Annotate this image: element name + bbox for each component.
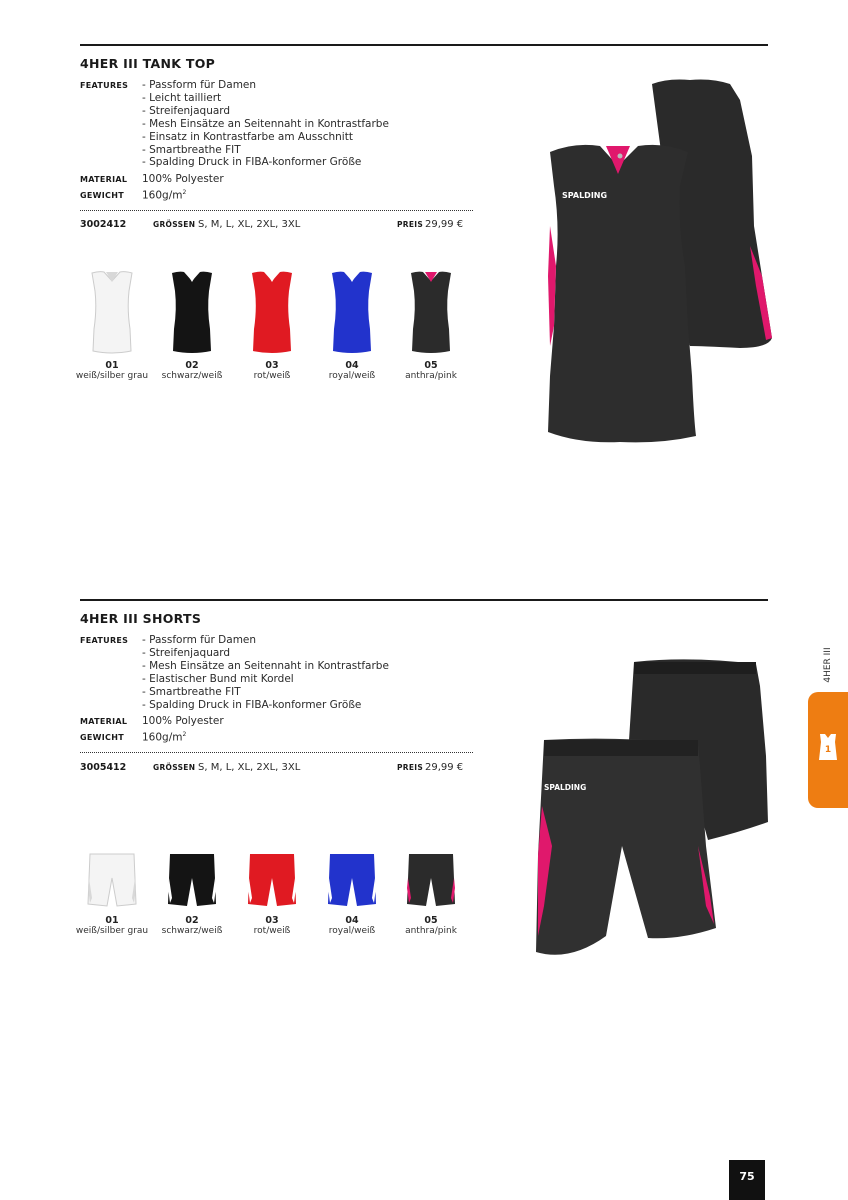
variant-color-name: royal/weiß xyxy=(328,371,376,381)
variant-color-name: weiß/silber grau xyxy=(75,926,149,936)
variant-thumbnail-01[interactable] xyxy=(87,269,137,355)
variant-number: 03 xyxy=(265,915,279,926)
front-view-shorts xyxy=(536,739,716,955)
variant-color-name: rot/weiß xyxy=(253,371,291,381)
order-info xyxy=(80,762,473,776)
feature-item: - Smartbreathe FIT xyxy=(142,143,241,156)
variant-label-01 xyxy=(72,915,152,936)
variant-number: 02 xyxy=(185,915,199,926)
shorts-features xyxy=(142,634,389,711)
material-label: MATERIAL xyxy=(80,717,128,726)
shorts-product-image xyxy=(530,656,770,966)
feature-item: - Passform für Damen xyxy=(142,634,257,646)
price-label: PREIS xyxy=(397,220,424,229)
variant-number: 01 xyxy=(105,915,119,926)
chapter-label: 4HER III xyxy=(823,647,833,683)
material-value: 100% Polyester xyxy=(142,715,224,727)
variant-color-name: schwarz/weiß xyxy=(161,926,223,936)
weight-label: GEWICHT xyxy=(80,733,124,742)
feature-item: - Leicht tailliert xyxy=(142,91,222,104)
variant-color-name: schwarz/weiß xyxy=(161,371,223,381)
feature-item: - Smartbreathe FIT xyxy=(142,685,241,698)
jersey-icon xyxy=(817,732,839,762)
article-number: 3002412 xyxy=(80,219,127,230)
variant-label-02 xyxy=(152,360,232,381)
price-value: 29,99 € xyxy=(425,219,464,230)
feature-item: - Spalding Druck in FIBA-konformer Größe xyxy=(142,698,362,711)
feature-item: - Streifenjaquard xyxy=(142,104,231,117)
tank-top-features xyxy=(142,79,389,169)
features-label: FEATURES xyxy=(80,81,129,90)
variant-label-04 xyxy=(312,915,392,936)
front-view-jersey xyxy=(548,145,696,443)
variant-number: 04 xyxy=(345,360,359,371)
brand-print: SPALDING xyxy=(544,783,587,792)
dotted-divider xyxy=(80,752,473,753)
section-divider xyxy=(80,44,768,46)
variant-label-05 xyxy=(391,360,471,381)
variant-thumbnail-02[interactable] xyxy=(167,269,217,355)
variant-color-name: royal/weiß xyxy=(328,926,376,936)
order-info xyxy=(80,219,473,233)
feature-item: - Elastischer Bund mit Kordel xyxy=(142,672,294,685)
variant-thumbnail-05[interactable] xyxy=(406,269,456,355)
feature-item: - Mesh Einsätze an Seitennaht in Kontrastfarbe xyxy=(142,659,389,672)
svg-text:1: 1 xyxy=(824,745,832,755)
weight-label: GEWICHT xyxy=(80,191,124,200)
weight-value: $160g/m^2$ xyxy=(142,189,187,202)
variant-label-01 xyxy=(72,360,152,381)
variant-number: 01 xyxy=(105,360,119,371)
features-label: FEATURES xyxy=(80,636,129,645)
variant-number: 02 xyxy=(185,360,199,371)
variant-label-02 xyxy=(152,915,232,936)
variant-label-05 xyxy=(391,915,471,936)
price-label: PREIS xyxy=(397,763,424,772)
logo-mark xyxy=(618,154,623,159)
feature-item: - Spalding Druck in FIBA-konformer Größe xyxy=(142,156,362,169)
chapter-tab[interactable] xyxy=(808,692,848,808)
sizes-value: S, M, L, XL, 2XL, 3XL xyxy=(198,762,301,773)
sizes-label: GRÖSSEN xyxy=(153,763,196,772)
variant-thumbnail-04[interactable] xyxy=(327,269,377,355)
variant-thumbnail-03[interactable] xyxy=(247,269,297,355)
feature-item: - Passform für Damen xyxy=(142,79,257,91)
variant-number: 05 xyxy=(424,915,438,926)
material-value: 100% Polyester xyxy=(142,173,224,185)
weight-value: $160g/m^2$ xyxy=(142,731,187,744)
brand-print: SPALDING xyxy=(562,191,608,200)
page-number: 75 xyxy=(729,1160,765,1200)
article-number: 3005412 xyxy=(80,762,127,773)
variant-number: 04 xyxy=(345,915,359,926)
variant-color-name: anthra/pink xyxy=(405,371,457,381)
variant-number: 03 xyxy=(265,360,279,371)
material-label: MATERIAL xyxy=(80,175,128,184)
shorts-title: 4HER III SHORTS xyxy=(80,611,202,626)
feature-item: - Mesh Einsätze an Seitennaht in Kontrastfarbe xyxy=(142,117,389,130)
sizes-label: GRÖSSEN xyxy=(153,220,196,229)
dotted-divider xyxy=(80,210,473,211)
tank-top-title: 4HER III TANK TOP xyxy=(80,56,216,71)
variant-number: 05 xyxy=(424,360,438,371)
price-value: 29,99 € xyxy=(425,762,464,773)
variant-label-03 xyxy=(232,360,312,381)
variant-color-name: rot/weiß xyxy=(253,926,291,936)
feature-item: - Streifenjaquard xyxy=(142,646,231,659)
variant-label-03 xyxy=(232,915,312,936)
feature-item: - Einsatz in Kontrastfarbe am Ausschnitt xyxy=(142,130,353,143)
sizes-value: S, M, L, XL, 2XL, 3XL xyxy=(198,219,301,230)
section-divider xyxy=(80,599,768,601)
tank-top-product-image xyxy=(540,76,775,446)
variant-color-name: weiß/silber grau xyxy=(75,371,149,381)
variant-color-name: anthra/pink xyxy=(405,926,457,936)
variant-label-04 xyxy=(312,360,392,381)
